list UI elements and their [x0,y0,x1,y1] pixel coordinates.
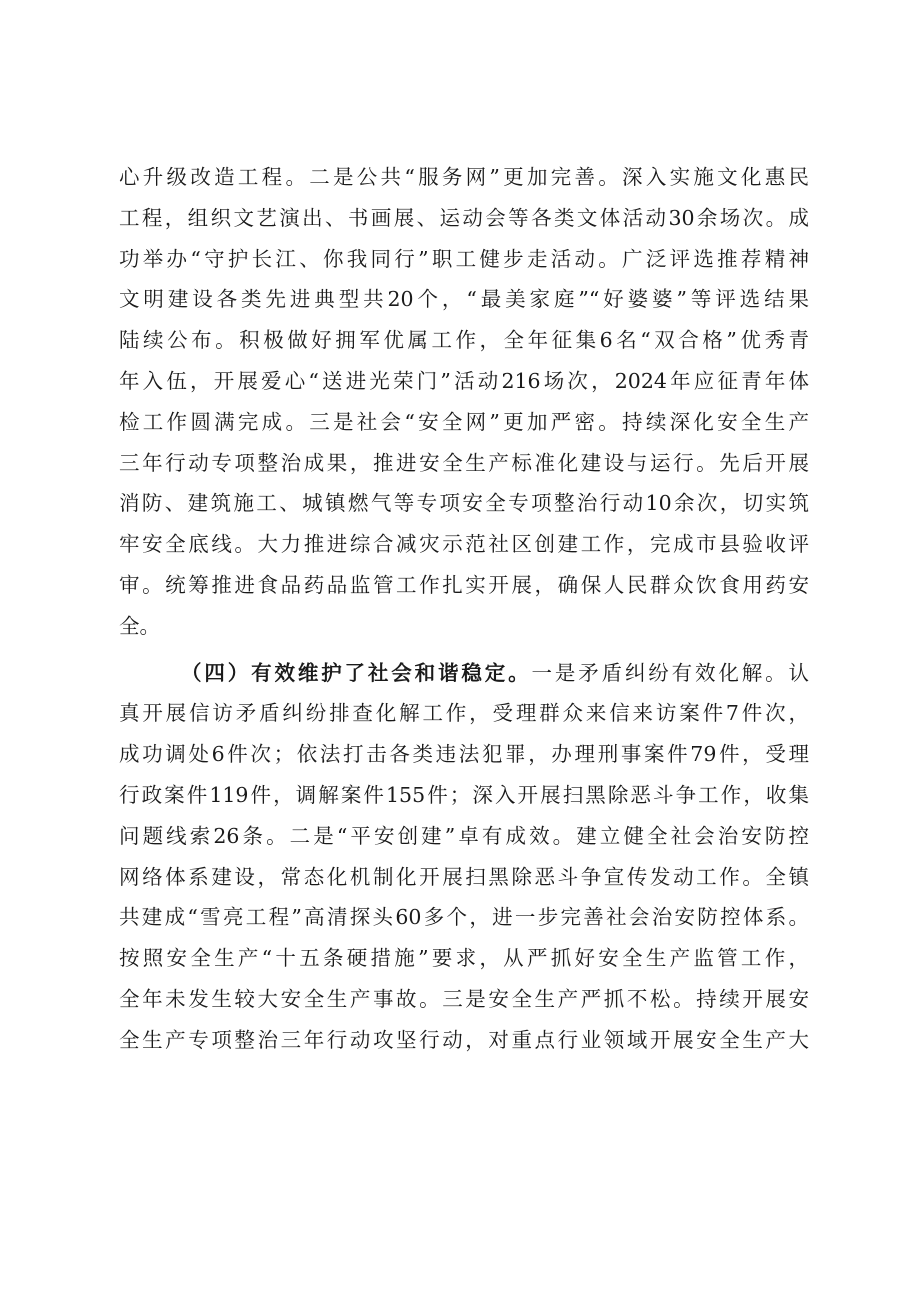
text-line: 行政案件119件，调解案件155件；深入开展扫黑除恶斗争工作，收集 [119,782,809,807]
text-line: 真开展信访矛盾纠纷排查化解工作，受理群众来信来访案件7件次， [119,701,809,726]
text-line: 牢安全底线。大力推进综合减灾示范社区创建工作，完成市县验收评 [119,532,809,557]
text-line: 功举办“守护长江、你我同行”职工健步走活动。广泛评选推荐精神 [119,246,809,271]
text-line: 陆续公布。积极做好拥军优属工作，全年征集6名“双合格”优秀青 [119,328,809,353]
text-line: 文明建设各类先进典型共20个，“最美家庭”“好婆婆”等评选结果 [119,287,809,312]
paragraph-social-stability [119,653,809,1061]
text-line: 按照安全生产“十五条硬措施”要求，从严抓好安全生产监管工作， [119,946,809,971]
text-line: 网络体系建设，常态化机制化开展扫黑除恶斗争宣传发动工作。全镇 [119,864,809,889]
text-line: 三年行动专项整治成果，推进安全生产标准化建设与运行。先后开展 [119,450,809,475]
document-body [119,157,809,1061]
text-line: 工程，组织文艺演出、书画展、运动会等各类文体活动30余场次。成 [119,205,809,230]
text-line: 检工作圆满完成。三是社会“安全网”更加严密。持续深化安全生产 [119,409,809,434]
text-line: 心升级改造工程。二是公共“服务网”更加完善。深入实施文化惠民 [119,165,809,189]
text-line: 全。 [119,613,160,638]
text-line: 成功调处6件次；依法打击各类违法犯罪，办理刑事案件79件，受理 [119,742,809,767]
paragraph-culture-safety [119,157,809,647]
section-heading: （四）有效维护了社会和谐稳定。 [181,660,532,685]
text-line: 消防、建筑施工、城镇燃气等专项安全专项整治行动10余次，切实筑 [119,491,809,516]
text-line: 共建成“雪亮工程”高清探头60多个，进一步完善社会治安防控体系。 [119,905,809,930]
text-line: 审。统筹推进食品药品监管工作扎实开展，确保人民群众饮食用药安 [119,572,809,597]
text-line: 全生产专项整治三年行动攻坚行动，对重点行业领域开展安全生产大 [119,1027,809,1052]
section-first-line-text: 一是矛盾纠纷有效化解。认 [531,660,809,685]
text-line: 全年未发生较大安全生产事故。三是安全生产严抓不松。持续开展安 [119,986,809,1011]
text-line: 年入伍，开展爱心“送进光荣门”活动216场次，2024年应征青年体 [119,368,809,393]
text-line: 问题线索26条。二是“平安创建”卓有成效。建立健全社会治安防控 [119,823,809,848]
section-first-line [119,653,809,694]
